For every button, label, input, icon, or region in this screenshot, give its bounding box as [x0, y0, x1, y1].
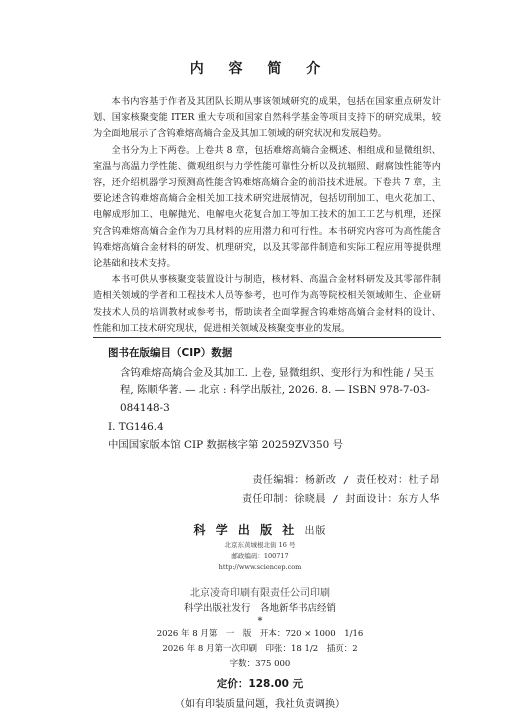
publisher-name-text: 科 学 出 版 社 — [193, 523, 298, 537]
section-title: 内 容 简 介 — [189, 61, 331, 77]
distribution-line: 科学出版社发行 各地新华书店经销 — [183, 603, 336, 614]
price: 定价：128.00 元 — [216, 678, 304, 690]
publisher-address-block — [0, 540, 520, 573]
cip-entry: 含钨难熔高熵合金及其加工. 上卷, 显微组织、变形行为和性能 / 吴玉程, 陈顺华著. — 北京 : 科学出版社, 2026. 8. — ISBN 978-7-03-084148-3 — [120, 366, 435, 414]
publisher-name — [0, 521, 520, 538]
cip-classification: Ⅰ. TG146.4 — [108, 421, 164, 433]
cip-verification: 中国国家版本馆 CIP 数据核字第 20259ZV350 号 — [108, 438, 343, 451]
staff-credits — [120, 471, 440, 509]
publisher-postcode: 邮政编码：100717 — [231, 552, 289, 560]
cip-block — [108, 345, 446, 454]
print-info — [0, 586, 520, 616]
publisher-address: 北京东黄城根北街 16 号 — [224, 541, 296, 549]
publisher-suffix: 出版 — [304, 526, 327, 537]
printing-line: 2026 年 8 月第一次印刷 印张：18 1/2 插页：2 — [162, 644, 358, 654]
editors-line: 责任编辑：杨新改 / 责任校对：杜子昂 — [252, 475, 440, 486]
separator-star: * — [257, 616, 263, 627]
intro-paragraph: 全书分为上下两卷。上卷共 8 章，包括难熔高熵合金概述、相组成和显微组织、室温与高温力学性能、微观组织与力学性能可靠性分析以及抗辐照、耐腐蚀性能等内容，还介绍机器学习预测高性能含钨难熔高熵合金的前沿技术进展。下卷共 7 章，主要论述含钨难熔高熵合金相关加工技术研究进展情况，包括切削加工、电火花加工、电解成形加工、电解抛光、电解电火花复合加工等加工技术的加工工艺与机理，还探究含钨难熔高熵合金作为刀具材料的应用潜力和可行性。本书研究内容可为高性能含钨难熔高熵合金材料的研发、机理研究，以及其零部件制造和实际工程应用等提供理论基础和技术支持。 — [93, 144, 441, 270]
book-introduction — [93, 94, 441, 337]
edition-specs — [0, 627, 520, 672]
word-count-line: 字数：375 000 — [229, 659, 291, 669]
divider — [93, 337, 441, 338]
printer-line: 北京凌奇印刷有限责任公司印刷 — [190, 588, 330, 599]
print-design-line: 责任印制：徐晓晨 / 封面设计：东方人华 — [241, 494, 440, 505]
edition-line: 2026 年 8 月第 一 版 开本：720 × 1000 1/16 — [156, 629, 364, 639]
cip-heading: 图书在版编目（CIP）数据 — [108, 347, 233, 359]
publisher-website: http://www.sciencep.com — [218, 563, 302, 571]
quality-note: （如有印装质量问题，我社负责调换） — [175, 699, 345, 710]
intro-paragraph: 本书可供从事核聚变装置设计与制造，核材料、高温合金材料研发及其零部件制造相关领域的学者和工程技术人员等参考，也可作为高等院校相关领域师生、企业研发技术人员的培训教材或参考书，帮助读者全面掌握含钨难熔高熵合金材料的设计、性能和加工技术研究现状，促进相关领域及核聚变事业的发展。 — [93, 274, 441, 334]
intro-paragraph: 本书内容基于作者及其团队长期从事该领域研究的成果，包括在国家重点研发计划、国家核聚变能 ITER 重大专项和国家自然科学基金等项目支持下的研究成果，较为全面地展示了含钨难熔高熵合金及其加工领域的研究状况和发展趋势。 — [93, 96, 441, 140]
